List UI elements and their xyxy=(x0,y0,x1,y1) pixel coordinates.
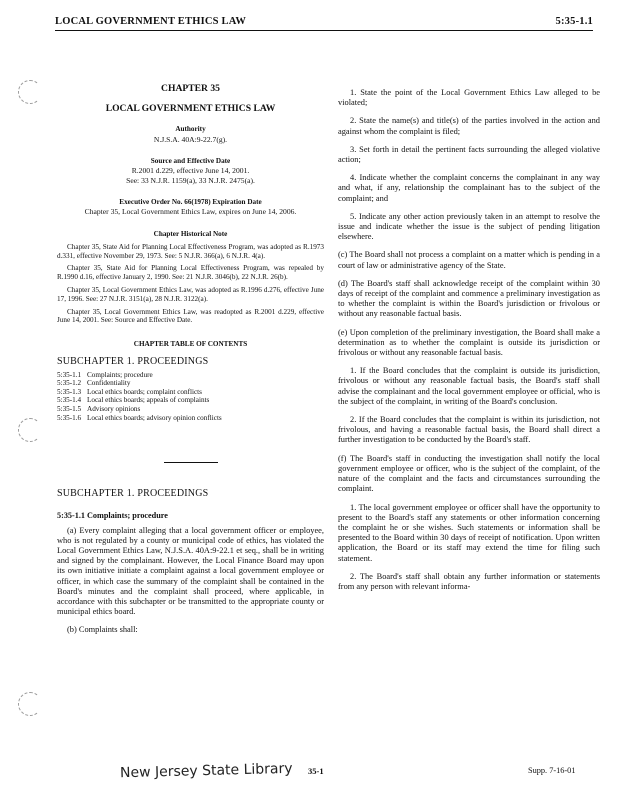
punch-hole-icon xyxy=(18,80,42,104)
toc-title: Advisory opinions xyxy=(87,405,141,413)
toc-number: 5:35-1.1 xyxy=(57,370,82,379)
toc-title: Complaints; procedure xyxy=(87,370,153,379)
toc-number: 5:35-1.4 xyxy=(57,396,82,405)
toc-number: 5:35-1.5 xyxy=(57,405,82,413)
toc-title: Confidentiality xyxy=(87,379,131,388)
paragraph: 4. Indicate whether the complaint concerns the complainant in any way and what, if any, relationship the complainant has to the subject of the complaint; and xyxy=(338,173,600,203)
paragraph: (c) The Board shall not process a complaint on a matter which is pending in a court of law or administrative agency of the State. xyxy=(338,250,600,270)
executive-order-heading: Executive Order No. 66(1978) Expiration Date xyxy=(119,198,262,207)
punch-hole-icon xyxy=(18,692,42,716)
toc-row[interactable] xyxy=(57,396,222,405)
historical-note: Chapter 35, Local Government Ethics Law, was adopted as R.1996 d.276, effective June 17, 1996. See: 27 N.J.R. 3151(a), 28 N.J.R. 3122(a). xyxy=(57,286,324,303)
historical-note-heading: Chapter Historical Note xyxy=(153,229,228,238)
punch-hole-icon xyxy=(18,418,42,442)
header-title: LOCAL GOVERNMENT ETHICS LAW xyxy=(55,16,247,27)
paragraph: 5. Indicate any other action previously taken in an attempt to resolve the issue and indicate whether the issue is the subject of pending litigation elsewhere. xyxy=(338,211,600,242)
source-heading: Source and Effective Date xyxy=(150,157,231,166)
toc-title: Local ethics boards; complaint conflicts xyxy=(87,387,202,396)
source-line: See: 33 N.J.R. 1159(a), 33 N.J.R. 2475(a). xyxy=(126,175,255,185)
toc-number: 5:35-1.2 xyxy=(57,379,82,388)
running-header xyxy=(55,14,593,31)
toc-title: Local ethics boards; advisory opinion conflicts xyxy=(87,413,222,422)
toc-heading: CHAPTER TABLE OF CONTENTS xyxy=(133,340,248,349)
toc-row[interactable] xyxy=(57,371,222,380)
paragraph-b: (b) Complaints shall: xyxy=(67,625,138,635)
executive-order-text: Chapter 35, Local Government Ethics Law, expires on June 14, 2006. xyxy=(84,207,297,217)
toc-subchapter: SUBCHAPTER 1. PROCEEDINGS xyxy=(57,356,209,368)
historical-note: Chapter 35, State Aid for Planning Local Effectiveness Program, was repealed by R.1990 d.16, effective January 2, 1990. See: 21 N.J.R. 3046(b), 22 N.J.R. 26(b). xyxy=(57,264,324,282)
toc-row[interactable] xyxy=(57,379,222,388)
authority-text: N.J.S.A. 40A:9-22.7(g). xyxy=(153,134,228,144)
historical-note: Chapter 35, Local Government Ethics Law, was readopted as R.2001 d.229, effective June 14, 2001. See: Source and Effective Date. xyxy=(57,307,324,325)
toc-number: 5:35-1.6 xyxy=(57,413,82,422)
paragraph: 2. State the name(s) and title(s) of the parties involved in the action and against whom the complaint is filed; xyxy=(338,116,600,136)
chapter-number: CHAPTER 35 xyxy=(161,83,220,94)
authority-heading: Authority xyxy=(175,125,206,134)
paragraph: 3. Set forth in detail the pertinent facts surrounding the alleged violative action; xyxy=(338,144,600,165)
paragraph: (d) The Board's staff shall acknowledge receipt of the complaint within 30 days of receipt of the complaint and commence a preliminary investigation as to whether the complaint is within the Board's jurisdiction or frivolous or without any reasonable factual basis. xyxy=(338,278,600,319)
toc-title: Local ethics boards; appeals of complaints xyxy=(87,396,210,405)
left-column xyxy=(57,60,324,636)
toc-row[interactable] xyxy=(57,414,222,423)
historical-note: Chapter 35, State Aid for Planning Local Effectiveness Program, was adopted as R.1973 d.331, effective November 29, 1973. See: 5 N.J.R. 366(a), 6 N.J.R. 4(a). xyxy=(57,242,324,260)
chapter-title: LOCAL GOVERNMENT ETHICS LAW xyxy=(105,103,276,115)
paragraph-a: (a) Every complaint alleging that a local government officer or employee, who is not regulated by a county or municipal code of ethics, has violated the Local Government Ethics Law, N.J.S.A. 40A:9-22.1 et seq., shall be in writing and signed by the complainant. However, the Local Finance Board may upon its own initiative initiate a complaint against a local government employee or officer, in which case the summary of the complaint shall be contained in the Board's minutes and the complaint shall proceed, where applicable, in accordance with this subchapter or be transmitted to the appropriate county or municipal ethics board. xyxy=(57,525,324,617)
toc-row[interactable] xyxy=(57,388,222,397)
table-of-contents xyxy=(57,371,222,423)
supplement-date: Supp. 7-16-01 xyxy=(528,766,576,775)
paragraph: (e) Upon completion of the preliminary investigation, the Board shall make a determination as to whether the complaint is outside its jurisdiction or frivolous or without any reasonable factual basis. xyxy=(338,327,600,358)
page-number: 35-1 xyxy=(308,766,324,776)
toc-number: 5:35-1.3 xyxy=(57,387,82,396)
paragraph: 2. The Board's staff shall obtain any further information or statements from any person with relevant informa- xyxy=(338,571,600,591)
section-heading: 5:35-1.1 Complaints; procedure xyxy=(57,511,168,521)
toc-row[interactable] xyxy=(57,405,222,414)
paragraph: 1. The local government employee or officer shall have the opportunity to present to the Board's staff any statements or other information concerning the complaint he or she wishes. Such statements or information shall be presented to the Board within 30 days of receipt of notification. Upon written application, the Board or its staff may extend the time for filing such statement. xyxy=(338,502,600,563)
header-section-number: 5:35-1.1 xyxy=(555,16,593,27)
subchapter-heading: SUBCHAPTER 1. PROCEEDINGS xyxy=(57,488,209,500)
paragraph: 1. State the point of the Local Government Ethics Law alleged to be violated; xyxy=(338,88,600,108)
paragraph: 1. If the Board concludes that the complaint is outside its jurisdiction, frivolous or without any reasonable factual basis, the Board's staff shall advise the complainant and the local government employee or official, who is the subject of the complaint, in writing of the Board's conclusion. xyxy=(338,366,600,406)
right-column xyxy=(338,88,600,600)
paragraph: 2. If the Board concludes that the complaint is within its jurisdiction, not frivolous, and having a reasonable factual basis, the Board shall direct a further investigation to be conducted by the Board's staff. xyxy=(338,415,600,445)
library-stamp: New Jersey State Library xyxy=(119,760,293,782)
source-line: R.2001 d.229, effective June 14, 2001. xyxy=(131,166,250,176)
paragraph: (f) The Board's staff in conducting the investigation shall notify the local government employee or officer, who is the subject of the complaint, of the nature of the complaint and the facts and circumstances surrounding the complaint. xyxy=(338,453,600,494)
section-divider xyxy=(164,462,218,463)
